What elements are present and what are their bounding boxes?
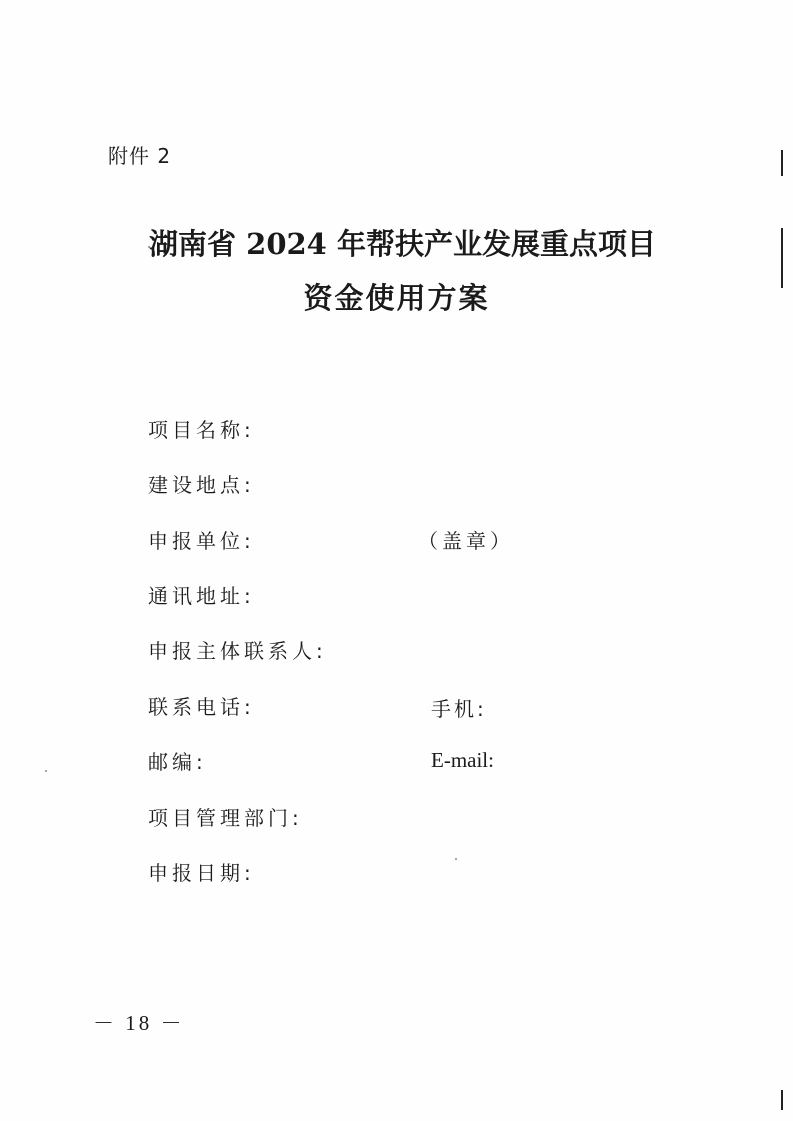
email-label: E-mail: bbox=[431, 748, 494, 772]
mobile-label: 手机: bbox=[431, 697, 487, 721]
contact-phone-label: 联系电话: bbox=[148, 695, 255, 719]
project-name-label: 项目名称: bbox=[148, 418, 255, 442]
document-title-line2: 资金使用方案 bbox=[303, 281, 490, 315]
mailing-address-label: 通讯地址: bbox=[148, 584, 255, 608]
scan-edge-mark bbox=[781, 150, 783, 176]
scan-edge-mark bbox=[781, 1090, 783, 1110]
seal-note: （盖章） bbox=[418, 529, 514, 553]
scan-speck bbox=[45, 770, 47, 772]
applicant-contact-label: 申报主体联系人: bbox=[148, 639, 327, 663]
attachment-label: 附件 2 bbox=[108, 144, 172, 168]
postcode-label: 邮编: bbox=[148, 750, 207, 774]
managing-department-label: 项目管理部门: bbox=[148, 806, 303, 830]
document-title-line1: 湖南省 2024 年帮扶产业发展重点项目 bbox=[149, 227, 656, 261]
construction-site-label: 建设地点: bbox=[148, 473, 255, 497]
application-date-label: 申报日期: bbox=[148, 861, 255, 885]
scan-speck bbox=[455, 858, 457, 860]
page-number: － 18 － bbox=[93, 1011, 185, 1035]
applicant-unit-label: 申报单位: bbox=[148, 529, 255, 553]
